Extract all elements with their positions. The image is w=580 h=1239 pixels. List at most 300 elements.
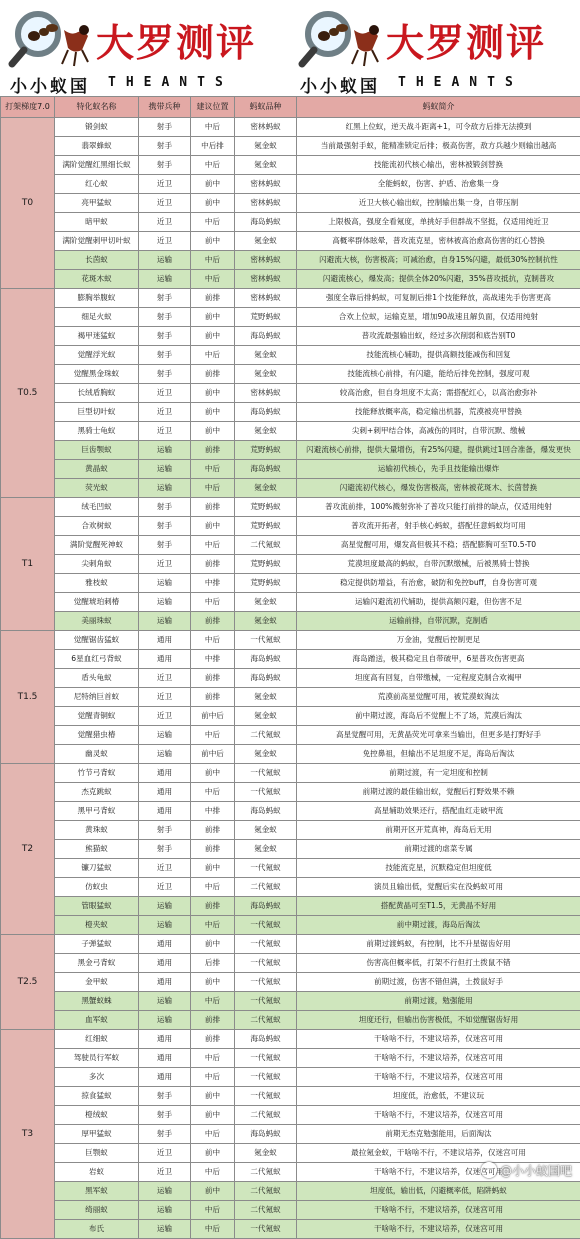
ant-name-cell: 褐甲迷猛蚁 xyxy=(55,327,139,346)
description-cell: 高星辅助效果还行，搭配血红走破甲流 xyxy=(297,802,580,821)
ant-name-cell: 盾头龟蚁 xyxy=(55,669,139,688)
unit-type-cell: 射手 xyxy=(139,840,191,859)
table-row xyxy=(1,1144,580,1163)
species-cell: 海岛蚂蚁 xyxy=(235,650,297,669)
magnifier-ant-icon xyxy=(8,8,94,70)
unit-type-cell: 通用 xyxy=(139,764,191,783)
table-row xyxy=(1,840,580,859)
species-cell: 一代氪蚁 xyxy=(235,916,297,935)
description-cell: 前期过渡的最佳输出蚁，觉醒后打野效果不赖 xyxy=(297,783,580,802)
unit-type-cell: 运输 xyxy=(139,897,191,916)
description-cell: 技能流初代核心输出，密林被锻剑替换 xyxy=(297,156,580,175)
position-cell: 中后 xyxy=(191,156,235,175)
species-cell: 密林蚂蚁 xyxy=(235,289,297,308)
unit-type-cell: 近卫 xyxy=(139,175,191,194)
description-cell: 前期过渡，勉强能用 xyxy=(297,992,580,1011)
header-banner xyxy=(0,0,580,95)
species-cell: 氪金蚁 xyxy=(235,232,297,251)
species-cell: 二代氪蚁 xyxy=(235,1011,297,1030)
brand-block-right xyxy=(290,0,580,95)
description-cell: 尖刺+刺甲结合体，高减伤的同时，自带沉默、缴械 xyxy=(297,422,580,441)
ant-name-cell: 觉醒锯齿猛蚁 xyxy=(55,631,139,650)
unit-type-cell: 运输 xyxy=(139,460,191,479)
table-row xyxy=(1,764,580,783)
position-cell: 前中 xyxy=(191,1106,235,1125)
description-cell: 干啥啥不行，不建议培养，仅迷宫可用 xyxy=(297,1106,580,1125)
table-row xyxy=(1,137,580,156)
unit-type-cell: 通用 xyxy=(139,954,191,973)
position-cell: 中后排 xyxy=(191,137,235,156)
position-cell: 中后 xyxy=(191,593,235,612)
species-cell: 二代氪蚁 xyxy=(235,1163,297,1182)
tier-table xyxy=(0,96,580,1239)
ant-name-cell: 子弹猛蚁 xyxy=(55,935,139,954)
description-cell: 运输初代核心，先手且技能输出爆炸 xyxy=(297,460,580,479)
position-cell: 中后 xyxy=(191,1049,235,1068)
unit-type-cell: 近卫 xyxy=(139,878,191,897)
description-cell: 万金油，觉醒后控制更足 xyxy=(297,631,580,650)
species-cell: 荒野蚂蚁 xyxy=(235,308,297,327)
unit-type-cell: 运输 xyxy=(139,1201,191,1220)
brand-subtitle-cn: 小小蚁国 xyxy=(300,72,380,97)
table-row xyxy=(1,821,580,840)
unit-type-cell: 运输 xyxy=(139,1220,191,1239)
position-cell: 中排 xyxy=(191,802,235,821)
unit-type-cell: 通用 xyxy=(139,802,191,821)
species-cell: 荒野蚂蚁 xyxy=(235,498,297,517)
brand-title: 大罗测评 xyxy=(386,12,546,67)
ant-name-cell: 觉醒黑金珠蚁 xyxy=(55,365,139,384)
unit-type-cell: 射手 xyxy=(139,118,191,137)
species-cell: 一代氪蚁 xyxy=(235,764,297,783)
unit-type-cell: 运输 xyxy=(139,479,191,498)
species-cell: 一代氪蚁 xyxy=(235,1068,297,1087)
position-cell: 前中后 xyxy=(191,745,235,764)
description-cell: 技能释放概率高，稳定输出机器，荒漠被亮甲替换 xyxy=(297,403,580,422)
table-row xyxy=(1,555,580,574)
watermark xyxy=(481,1162,572,1179)
table-row xyxy=(1,1068,580,1087)
description-cell: 最拉氪金蚁，干啥啥不行，不建议培养，仅迷宫可用 xyxy=(297,1144,580,1163)
ant-name-cell: 合欢树蚁 xyxy=(55,517,139,536)
table-row xyxy=(1,726,580,745)
ant-name-cell: 尼特纳巨首蚁 xyxy=(55,688,139,707)
description-cell: 干啥啥不行，不建议培养，仅迷宫可用 xyxy=(297,1201,580,1220)
description-cell: 普攻流开拓者，射手核心蚂蚁，搭配任意蚂蚁均可用 xyxy=(297,517,580,536)
ant-name-cell: 满阶觉醒死神蚁 xyxy=(55,536,139,555)
unit-type-cell: 射手 xyxy=(139,346,191,365)
ant-name-cell: 荧光蚁 xyxy=(55,479,139,498)
description-cell: 干啥啥不行，不建议培养，仅迷宫可用 xyxy=(297,1220,580,1239)
ant-name-cell: 黑蟹蚁蛛 xyxy=(55,992,139,1011)
description-cell: 稳定提供防增益，有治愈，破防和免控buff，自身伤害可观 xyxy=(297,574,580,593)
unit-type-cell: 射手 xyxy=(139,536,191,555)
table-row xyxy=(1,859,580,878)
species-cell: 二代氪蚁 xyxy=(235,726,297,745)
species-cell: 氪金蚁 xyxy=(235,840,297,859)
ant-name-cell: 觉醒琥珀刺椿 xyxy=(55,593,139,612)
description-cell: 闪避流大核，伤害极高；可减治愈，自身15%闪避，最低30%控制抗性 xyxy=(297,251,580,270)
species-cell: 一代氪蚁 xyxy=(235,1049,297,1068)
unit-type-cell: 通用 xyxy=(139,1030,191,1049)
description-cell: 搭配黄晶可至T1.5，无黄晶不好用 xyxy=(297,897,580,916)
table-row xyxy=(1,536,580,555)
ant-name-cell: 血军蚁 xyxy=(55,1011,139,1030)
unit-type-cell: 射手 xyxy=(139,1106,191,1125)
table-row xyxy=(1,745,580,764)
ant-name-cell: 岩蚁 xyxy=(55,1163,139,1182)
description-cell: 红黑上位蚁，逆天战斗距离+1，可令敌方后排无法摸到 xyxy=(297,118,580,137)
species-cell: 氪金蚁 xyxy=(235,422,297,441)
table-row xyxy=(1,156,580,175)
description-cell: 前中期过渡，海岛后不觉醒上不了场，荒漠后淘汰 xyxy=(297,707,580,726)
ant-name-cell: 满阶觉醒刺甲切叶蚁 xyxy=(55,232,139,251)
unit-type-cell: 通用 xyxy=(139,783,191,802)
species-cell: 氪金蚁 xyxy=(235,479,297,498)
description-cell: 前期过渡的虐菜专属 xyxy=(297,840,580,859)
position-cell: 前中 xyxy=(191,1087,235,1106)
position-cell: 前中 xyxy=(191,1182,235,1201)
magnifier-ant-icon xyxy=(298,8,384,70)
unit-type-cell: 射手 xyxy=(139,1087,191,1106)
species-cell: 氪金蚁 xyxy=(235,688,297,707)
position-cell: 前排 xyxy=(191,1011,235,1030)
position-cell: 前中 xyxy=(191,935,235,954)
unit-type-cell: 近卫 xyxy=(139,688,191,707)
unit-type-cell: 近卫 xyxy=(139,1163,191,1182)
description-cell: 荒漠前高星觉醒可用，被荒漠蚁淘汰 xyxy=(297,688,580,707)
unit-type-cell: 近卫 xyxy=(139,859,191,878)
table-body xyxy=(1,118,580,1239)
species-cell: 海岛蚂蚁 xyxy=(235,897,297,916)
position-cell: 前中 xyxy=(191,973,235,992)
tier-label: T0 xyxy=(1,118,55,289)
unit-type-cell: 运输 xyxy=(139,612,191,631)
species-cell: 二代氪蚁 xyxy=(235,1201,297,1220)
description-cell: 坦度还行，但输出伤害极低，不如觉醒锯齿好用 xyxy=(297,1011,580,1030)
table-row xyxy=(1,1106,580,1125)
unit-type-cell: 运输 xyxy=(139,916,191,935)
ant-name-cell: 细足火蚁 xyxy=(55,308,139,327)
ant-name-cell: 雅枝蚁 xyxy=(55,574,139,593)
description-cell: 前期无杰克勉强能用，后面淘汰 xyxy=(297,1125,580,1144)
species-cell: 一代氪蚁 xyxy=(235,783,297,802)
description-cell: 运输闪避流初代辅助，提供高额闪避，但伤害不足 xyxy=(297,593,580,612)
position-cell: 前中 xyxy=(191,194,235,213)
tier-label: T1 xyxy=(1,498,55,631)
table-row xyxy=(1,194,580,213)
ant-name-cell: 觉醒青铜蚁 xyxy=(55,707,139,726)
unit-type-cell: 近卫 xyxy=(139,213,191,232)
position-cell: 中后 xyxy=(191,270,235,289)
tier-label: T3 xyxy=(1,1030,55,1239)
unit-type-cell: 通用 xyxy=(139,650,191,669)
unit-type-cell: 运输 xyxy=(139,745,191,764)
ant-name-cell: 布氏 xyxy=(55,1220,139,1239)
description-cell: 当前最强射手蚁，能精准锁定后排；极高伤害，敌方兵越少则输出越高 xyxy=(297,137,580,156)
table-row xyxy=(1,802,580,821)
description-cell: 闪避流核心，爆发高；提供全体20%闪避，35%普攻抵抗，克制普攻 xyxy=(297,270,580,289)
position-cell: 后排 xyxy=(191,954,235,973)
table-row xyxy=(1,631,580,650)
ant-name-cell: 暗甲蚁 xyxy=(55,213,139,232)
position-cell: 前中后 xyxy=(191,707,235,726)
ant-name-cell: 巨齿颚蚁 xyxy=(55,441,139,460)
table-row xyxy=(1,327,580,346)
watermark-text: @小小蚁国吧 xyxy=(500,1164,572,1178)
position-cell: 前中 xyxy=(191,308,235,327)
ant-name-cell: 多次 xyxy=(55,1068,139,1087)
position-cell: 中排 xyxy=(191,574,235,593)
position-cell: 中后 xyxy=(191,1125,235,1144)
table-row xyxy=(1,289,580,308)
ant-name-cell: 镰刀猛蚁 xyxy=(55,859,139,878)
position-cell: 前排 xyxy=(191,612,235,631)
ant-name-cell: 橙绒蚁 xyxy=(55,1106,139,1125)
column-header: 建议位置 xyxy=(191,97,235,118)
position-cell: 中后 xyxy=(191,251,235,270)
position-cell: 前排 xyxy=(191,365,235,384)
ant-name-cell: 尖刺角蚁 xyxy=(55,555,139,574)
unit-type-cell: 运输 xyxy=(139,251,191,270)
description-cell: 前中期过渡，海岛后淘汰 xyxy=(297,916,580,935)
position-cell: 前中 xyxy=(191,232,235,251)
position-cell: 中后 xyxy=(191,346,235,365)
position-cell: 前中 xyxy=(191,175,235,194)
table-row xyxy=(1,1049,580,1068)
ant-name-cell: 花斑木蚁 xyxy=(55,270,139,289)
description-cell: 免控鼻祖，但输出不足坦度不足，海岛后淘汰 xyxy=(297,745,580,764)
species-cell: 荒野蚂蚁 xyxy=(235,441,297,460)
ant-name-cell: 巨型切叶蚁 xyxy=(55,403,139,422)
description-cell: 高概率群体眩晕，普攻流克星，密林被高治愈高伤害的红心替换 xyxy=(297,232,580,251)
column-header: 携带兵种 xyxy=(139,97,191,118)
unit-type-cell: 近卫 xyxy=(139,669,191,688)
species-cell: 海岛蚂蚁 xyxy=(235,213,297,232)
tier-table-container xyxy=(0,96,580,1187)
description-cell: 闪避流初代核心，爆发伤害极高，密林被花斑木、长茵替换 xyxy=(297,479,580,498)
table-row xyxy=(1,346,580,365)
ant-name-cell: 仿蚁虫 xyxy=(55,878,139,897)
position-cell: 前排 xyxy=(191,688,235,707)
table-row xyxy=(1,384,580,403)
position-cell: 中后 xyxy=(191,783,235,802)
description-cell: 普攻流前排，100%溅射弥补了普攻只能打前排的缺点，仅适用纯射 xyxy=(297,498,580,517)
table-row xyxy=(1,308,580,327)
species-cell: 二代氪蚁 xyxy=(235,536,297,555)
description-cell: 演员且输出低，觉醒后实在没蚂蚁可用 xyxy=(297,878,580,897)
column-header: 蚂蚁品种 xyxy=(235,97,297,118)
table-row xyxy=(1,232,580,251)
ant-name-cell: 亮甲猛蚁 xyxy=(55,194,139,213)
species-cell: 密林蚂蚁 xyxy=(235,118,297,137)
description-cell: 干啥啥不行，不建议培养，仅迷宫可用 xyxy=(297,1068,580,1087)
description-cell: 技能流克星，沉默稳定但坦度低 xyxy=(297,859,580,878)
species-cell: 氪金蚁 xyxy=(235,346,297,365)
table-row xyxy=(1,175,580,194)
position-cell: 中后 xyxy=(191,479,235,498)
position-cell: 中后 xyxy=(191,460,235,479)
table-row xyxy=(1,1201,580,1220)
position-cell: 前中 xyxy=(191,1144,235,1163)
unit-type-cell: 近卫 xyxy=(139,707,191,726)
ant-name-cell: 觉醒猎虫椿 xyxy=(55,726,139,745)
position-cell: 前中 xyxy=(191,517,235,536)
position-cell: 前排 xyxy=(191,289,235,308)
ant-name-cell: 锻剑蚁 xyxy=(55,118,139,137)
ant-name-cell: 橙夹蚁 xyxy=(55,916,139,935)
ant-name-cell: 黑军蚁 xyxy=(55,1182,139,1201)
description-cell: 较高治愈，但自身坦度不太高；需搭配红心，以高治愈弥补 xyxy=(297,384,580,403)
ant-name-cell: 长茵蚁 xyxy=(55,251,139,270)
species-cell: 一代氪蚁 xyxy=(235,1087,297,1106)
description-cell: 普攻流最强输出蚁，经过多次削弱和底告别T0 xyxy=(297,327,580,346)
table-row xyxy=(1,935,580,954)
unit-type-cell: 运输 xyxy=(139,1011,191,1030)
unit-type-cell: 射手 xyxy=(139,289,191,308)
ant-name-cell: 金甲蚁 xyxy=(55,973,139,992)
position-cell: 中后 xyxy=(191,118,235,137)
description-cell: 干啥啥不行，不建议培养，仅迷宫可用 xyxy=(297,1049,580,1068)
position-cell: 中后 xyxy=(191,916,235,935)
position-cell: 前中 xyxy=(191,384,235,403)
species-cell: 海岛蚂蚁 xyxy=(235,460,297,479)
species-cell: 氪金蚁 xyxy=(235,1144,297,1163)
species-cell: 二代氪蚁 xyxy=(235,1106,297,1125)
unit-type-cell: 运输 xyxy=(139,574,191,593)
species-cell: 一代氪蚁 xyxy=(235,992,297,1011)
ant-name-cell: 竹节弓背蚁 xyxy=(55,764,139,783)
species-cell: 海岛蚂蚁 xyxy=(235,1030,297,1049)
ant-name-cell: 翡翠蜂蚁 xyxy=(55,137,139,156)
unit-type-cell: 通用 xyxy=(139,935,191,954)
position-cell: 前中 xyxy=(191,859,235,878)
species-cell: 氪金蚁 xyxy=(235,593,297,612)
table-row xyxy=(1,1030,580,1049)
table-row xyxy=(1,992,580,1011)
ant-name-cell: 满阶觉醒红黑细长蚁 xyxy=(55,156,139,175)
position-cell: 前排 xyxy=(191,821,235,840)
table-row xyxy=(1,479,580,498)
ant-name-cell: 长绒盾胸蚁 xyxy=(55,384,139,403)
description-cell: 前期过渡，伤害不错但满，土拨鼠好手 xyxy=(297,973,580,992)
unit-type-cell: 运输 xyxy=(139,1182,191,1201)
table-row xyxy=(1,878,580,897)
species-cell: 二代氪蚁 xyxy=(235,878,297,897)
position-cell: 前排 xyxy=(191,498,235,517)
table-row xyxy=(1,973,580,992)
forum-logo-icon xyxy=(481,1162,497,1178)
unit-type-cell: 运输 xyxy=(139,593,191,612)
table-row xyxy=(1,251,580,270)
column-header: 打架梯度7.0 xyxy=(1,97,55,118)
table-row xyxy=(1,118,580,137)
unit-type-cell: 射手 xyxy=(139,517,191,536)
description-cell: 干啥啥不行，不建议培养，仅迷宫可用 xyxy=(297,1163,580,1182)
description-cell: 高星觉醒可用，爆发高但极其不稳；搭配膨胸可至T0.5-T0 xyxy=(297,536,580,555)
description-cell: 干啥啥不行，不建议培养，仅迷宫可用 xyxy=(297,1030,580,1049)
species-cell: 氪金蚁 xyxy=(235,612,297,631)
table-row xyxy=(1,1220,580,1239)
position-cell: 前排 xyxy=(191,441,235,460)
ant-name-cell: 膨胸举腹蚁 xyxy=(55,289,139,308)
unit-type-cell: 射手 xyxy=(139,156,191,175)
unit-type-cell: 通用 xyxy=(139,973,191,992)
position-cell: 中后 xyxy=(191,1201,235,1220)
description-cell: 海岛蹭送，极其稳定且自带破甲，6星普攻伤害更高 xyxy=(297,650,580,669)
ant-name-cell: 美丽珠蚁 xyxy=(55,612,139,631)
unit-type-cell: 射手 xyxy=(139,365,191,384)
species-cell: 一代氪蚁 xyxy=(235,631,297,650)
table-row xyxy=(1,365,580,384)
unit-type-cell: 近卫 xyxy=(139,403,191,422)
description-cell: 近卫大核心输出蚁，控制输出集一身，自带压制 xyxy=(297,194,580,213)
description-cell: 荒漠坦度最高的蚂蚁，自带沉默缴械，后被黑骑士替换 xyxy=(297,555,580,574)
ant-name-cell: 黄珠蚁 xyxy=(55,821,139,840)
ant-name-cell: 管眼猛蚁 xyxy=(55,897,139,916)
position-cell: 中后 xyxy=(191,878,235,897)
table-row xyxy=(1,1011,580,1030)
position-cell: 前排 xyxy=(191,669,235,688)
table-header-row xyxy=(1,97,580,118)
species-cell: 海岛蚂蚁 xyxy=(235,802,297,821)
ant-name-cell: 黑骑士龟蚁 xyxy=(55,422,139,441)
species-cell: 一代氪蚁 xyxy=(235,859,297,878)
tier-label: T2 xyxy=(1,764,55,935)
description-cell: 前期过渡，有一定坦度和控制 xyxy=(297,764,580,783)
ant-name-cell: 黄晶蚁 xyxy=(55,460,139,479)
unit-type-cell: 射手 xyxy=(139,327,191,346)
table-row xyxy=(1,441,580,460)
species-cell: 荒野蚂蚁 xyxy=(235,517,297,536)
description-cell: 运输前排，自带沉默，克制盾 xyxy=(297,612,580,631)
position-cell: 中后 xyxy=(191,1220,235,1239)
species-cell: 二代氪蚁 xyxy=(235,1182,297,1201)
ant-name-cell: 驾驶员行军蚁 xyxy=(55,1049,139,1068)
description-cell: 坦度低，输出低，闪避概率低，陷阱蚂蚁 xyxy=(297,1182,580,1201)
unit-type-cell: 射手 xyxy=(139,821,191,840)
column-header: 蚂蚁简介 xyxy=(297,97,580,118)
species-cell: 氪金蚁 xyxy=(235,707,297,726)
description-cell: 上限极高，强度全看氪度，单挑好手但群战不坚挺，仅适用纯近卫 xyxy=(297,213,580,232)
species-cell: 海岛蚂蚁 xyxy=(235,403,297,422)
table-row xyxy=(1,669,580,688)
position-cell: 中后 xyxy=(191,992,235,1011)
position-cell: 前中 xyxy=(191,764,235,783)
table-row xyxy=(1,1182,580,1201)
unit-type-cell: 近卫 xyxy=(139,1144,191,1163)
brand-block-left xyxy=(0,0,290,95)
unit-type-cell: 射手 xyxy=(139,498,191,517)
species-cell: 一代氪蚁 xyxy=(235,973,297,992)
unit-type-cell: 近卫 xyxy=(139,555,191,574)
brand-title: 大罗测评 xyxy=(96,12,256,67)
unit-type-cell: 运输 xyxy=(139,441,191,460)
species-cell: 荒野蚂蚁 xyxy=(235,555,297,574)
species-cell: 氪金蚁 xyxy=(235,821,297,840)
tier-label: T1.5 xyxy=(1,631,55,764)
unit-type-cell: 运输 xyxy=(139,270,191,289)
brand-subtitle-en: THEANTS xyxy=(398,75,523,90)
species-cell: 一代氪蚁 xyxy=(235,1220,297,1239)
ant-name-cell: 红细蚁 xyxy=(55,1030,139,1049)
table-row xyxy=(1,213,580,232)
species-cell: 氪金蚁 xyxy=(235,156,297,175)
unit-type-cell: 运输 xyxy=(139,726,191,745)
unit-type-cell: 通用 xyxy=(139,1068,191,1087)
table-row xyxy=(1,650,580,669)
table-row xyxy=(1,783,580,802)
